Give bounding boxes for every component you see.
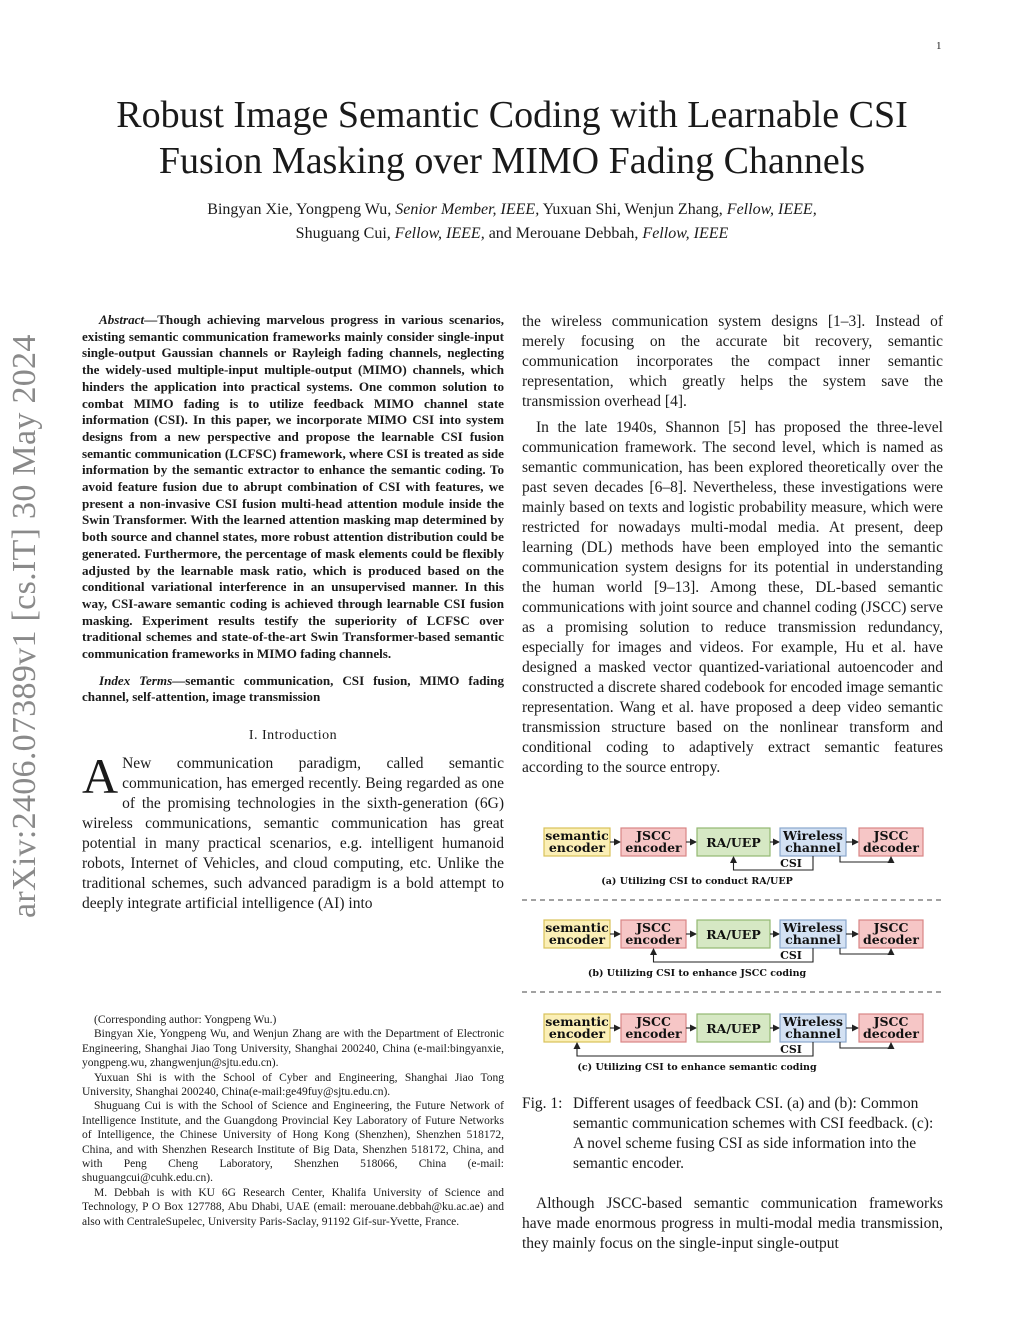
jscc-decoder-block-label-1-b: JSCC: [873, 920, 909, 935]
intro-paragraph-3: Although JSCC-based semantic communication frameworks have made enormous progress in multi-modal media transmission, they mainly focus on the single-input single-output: [522, 1195, 943, 1252]
csi-label-c: CSI: [780, 1043, 802, 1056]
jscc-decoder-block-label-1-a: JSCC: [873, 828, 909, 843]
diagram-caption-a: (a) Utilizing CSI to conduct RA/UEP: [601, 876, 793, 887]
intro-body-left: [82, 748, 504, 914]
jscc-decoder-block-label-1-c: JSCC: [873, 1014, 909, 1029]
abstract-label: Abstract: [99, 312, 145, 327]
intro-paragraph-1: [82, 748, 504, 914]
semantic-encoder-block-label-1-a: semantic: [545, 828, 609, 843]
author-role-1: Senior Member, IEEE,: [395, 201, 540, 218]
jscc-encoder-block-label-2-a: encoder: [625, 840, 682, 855]
diagram-caption-b: (b) Utilizing CSI to enhance JSCC coding: [587, 968, 807, 979]
title-line-1: Robust Image Semantic Coding with Learnable CSI: [116, 94, 908, 136]
author-group-2: Yuxuan Shi, Wenjun Zhang,: [542, 201, 723, 218]
footnotes: [82, 1013, 504, 1229]
author-role-3: Fellow, IEEE,: [394, 225, 485, 242]
author-group-3: Shuguang Cui,: [295, 225, 391, 242]
section-heading-introduction: I. Introduction: [248, 728, 338, 744]
csi-feedback-arrow-c: [577, 1042, 813, 1056]
decoder-feed-arrow-b: [840, 948, 891, 954]
arxiv-identifier: arXiv:2406.07389v1 [cs.IT] 30 May 2024: [6, 334, 43, 918]
intro-paragraph-1-continued: the wireless communication system designs [1–3]. Instead of merely focusing on the accurate bit recovery, semantic communication incorporates the compact inner semantic representation, which greatly helps the system save the transmission overhead [4].: [522, 313, 943, 410]
jscc-encoder-block-label-1-a: JSCC: [636, 828, 671, 843]
abstract-text: —Though achieving marvelous progress in various scenarios, existing semantic communication frameworks mainly consider single-input single-output Gaussian channels or Rayleigh fading channels, neglecting the widely-used multiple-input multiple-output (MIMO) channels, which hinders the application into practical systems. One common solution to combat MIMO fading is to utilize feedback MIMO channel state information (CSI). In this paper, we incorporate MIMO CSI into system designs from a new perspective and propose the learnable CSI fusion semantic communication (LCFSC) framework, where CSI is treated as side information by the semantic extractor to enhance the semantic coding. To avoid feature fusion due to abrupt combination of CSI with features, we present a non-invasive CSI fusion multi-head attention module inside the Swin Transformer. With the learned attention masking map determined by both source and channel states, more robust attention distribution could be generated. Furthermore, the percentage of mask elements could be flexibly adjusted by the learnable mask ratio, which is produced based on the conditional variational interference in an unsupervised manner. In this way, CSI-aware semantic coding is achieved through learnable CSI fusion masking. Experiment results testify the superiority of LCFSC over traditional schemes and state-of-the-art Swin Transformer-based semantic communication frameworks in MIMO fading channels.: [82, 312, 504, 662]
index-terms-label: Index Terms: [99, 672, 173, 688]
semantic-encoder-block-label-1-b: semantic: [545, 920, 609, 935]
jscc-encoder-block-label-1-c: JSCC: [636, 1014, 671, 1029]
csi-label-a: CSI: [780, 857, 802, 870]
csi-label-b: CSI: [780, 949, 802, 962]
intro-body-right: [522, 312, 943, 778]
semantic-encoder-block-label-2-a: encoder: [548, 840, 606, 855]
ra-uep-block-label-c: RA/UEP: [706, 1021, 761, 1036]
author-role-2: Fellow, IEEE,: [726, 201, 817, 218]
figure-caption-text: Different usages of feedback CSI. (a) and (b): Common semantic communication schemes with CSI feedback. (c): A novel scheme fusing CSI as side information into the semantic encoder.: [573, 1095, 934, 1172]
intro-paragraph-1-text: New communication paradigm, called semantic communication, has emerged recently. Being regarded as one of the promising technologies in the sixth-generation (6G) wireless communications, semantic communication has great potential in many practical scenarios, e.g. intelligent humanoid robots, Internet of Vehicles, and cloud computing, etc. Unlike the traditional schemes, such advanced paradigm is a bold attempt to deeply integrate artificial intelligence (AI) into: [82, 755, 504, 913]
left-column: [82, 312, 504, 914]
footnote-affiliation-3: Shuguang Cui is with the School of Science and Engineering, the Future Network of Intelligence Institute, and the Guangdong Provincial Key Laboratory of Future Networks of Intelligence, the Chinese University of Hong Kong (Shenzhen), Shenzhen 518172, China, and with Shenzhen Research Institute of Big Data, Shenzhen 518172, China, and with Peng Cheng Laboratory, Shenzhen 518066, China (e-mail: shuguangcui@cuhk.edu.cn).: [82, 1100, 504, 1185]
index-terms-text: —semantic communication, CSI fusion, MIMO fading channel, self-attention, image transmission: [82, 672, 504, 705]
footnote-affiliation-1: Bingyan Xie, Yongpeng Wu, and Wenjun Zhang are with the Department of Electronic Engineering, Shanghai Jiao Tong University, Shanghai 200240, China (e-mail:bingyanxie, yongpeng.wu, zhangwenjun@sjtu.edu.cn).: [82, 1028, 504, 1070]
index-terms: [82, 673, 504, 706]
wireless-channel-block-label-2-b: channel: [785, 932, 841, 947]
wireless-channel-block-label-1-b: Wireless: [783, 920, 843, 935]
wireless-channel-block-label-1-a: Wireless: [783, 828, 843, 843]
drop-cap: A: [82, 748, 119, 805]
author-list: [60, 198, 964, 246]
paper-title: [60, 92, 964, 184]
author-group-4: and Merouane Debbah,: [488, 225, 639, 242]
diagram-caption-c: (c) Utilizing CSI to enhance semantic coding: [577, 1062, 817, 1073]
figure-1-diagram: [522, 818, 943, 1080]
semantic-encoder-block-label-2-c: encoder: [548, 1026, 606, 1041]
jscc-encoder-block-label-1-b: JSCC: [636, 920, 671, 935]
figure-1-caption: [522, 1094, 943, 1174]
decoder-feed-arrow-a: [840, 856, 891, 862]
figure-caption-label: Fig. 1:: [522, 1095, 563, 1112]
author-group-1: Bingyan Xie, Yongpeng Wu,: [207, 201, 392, 218]
footnote-affiliation-4: M. Debbah is with KU 6G Research Center, Khalifa University of Science and Technology, P O Box 127788, Abu Dhabi, UAE (email: merouane.debbah@ku.ac.ae) and also with CentraleSupelec, University Paris-Saclay, 91192 Gif-sur-Yvette, France.: [82, 1186, 504, 1228]
jscc-decoder-block-label-2-b: decoder: [863, 932, 919, 947]
author-role-4: Fellow, IEEE: [642, 225, 729, 242]
decoder-feed-arrow-c: [840, 1042, 891, 1048]
semantic-encoder-block-label-1-c: semantic: [545, 1014, 609, 1029]
jscc-decoder-block-label-2-c: decoder: [863, 1026, 919, 1041]
title-line-2: Fusion Masking over MIMO Fading Channels: [158, 140, 866, 182]
wireless-channel-block-label-2-a: channel: [785, 840, 841, 855]
footnote-corresponding: (Corresponding author: Yongpeng Wu.): [94, 1014, 277, 1026]
page-number: 1: [936, 40, 942, 52]
wireless-channel-block-label-1-c: Wireless: [783, 1014, 843, 1029]
footnote-affiliation-2: Yuxuan Shi is with the School of Cyber and Engineering, Shanghai Jiao Tong University, Shanghai 200240, China(e-mail:ge49fuy@sjtu.edu.cn).: [82, 1071, 504, 1099]
semantic-encoder-block-label-2-b: encoder: [548, 932, 606, 947]
intro-paragraph-2: In the late 1940s, Shannon [5] has proposed the three-level communication framework. The second level, which is named as semantic communication, has been explored theoretically over the past seven decades [6–8]. Nevertheless, these investigations were mainly based on texts and logistic probability measure, which were restricted for nowadays multi-modal media. At present, deep learning (DL) methods have been employed into the semantic communication system designs for its potential in understanding the human world [9–13]. Among these, DL-based semantic communications with joint source and channel coding (JSCC) serve as a promising solution to reduce transmission redundancy, especially for images and videos. For example, Hu et al. have designed a masked vector quantized-variational autoencoder and constructed a discrete shared codebook for encoded image semantic representation. Wang et al. have proposed a deep video semantic transmission structure based on the nonlinear transform and conditional coding to adaptively extract semantic features according to the source entropy.: [522, 419, 943, 776]
jscc-decoder-block-label-2-a: decoder: [863, 840, 919, 855]
ra-uep-block-label-b: RA/UEP: [706, 927, 761, 942]
abstract: [82, 312, 504, 663]
jscc-encoder-block-label-2-c: encoder: [625, 1026, 682, 1041]
wireless-channel-block-label-2-c: channel: [785, 1026, 841, 1041]
right-column: [522, 312, 943, 778]
ra-uep-block-label-a: RA/UEP: [706, 835, 761, 850]
jscc-encoder-block-label-2-b: encoder: [625, 932, 682, 947]
